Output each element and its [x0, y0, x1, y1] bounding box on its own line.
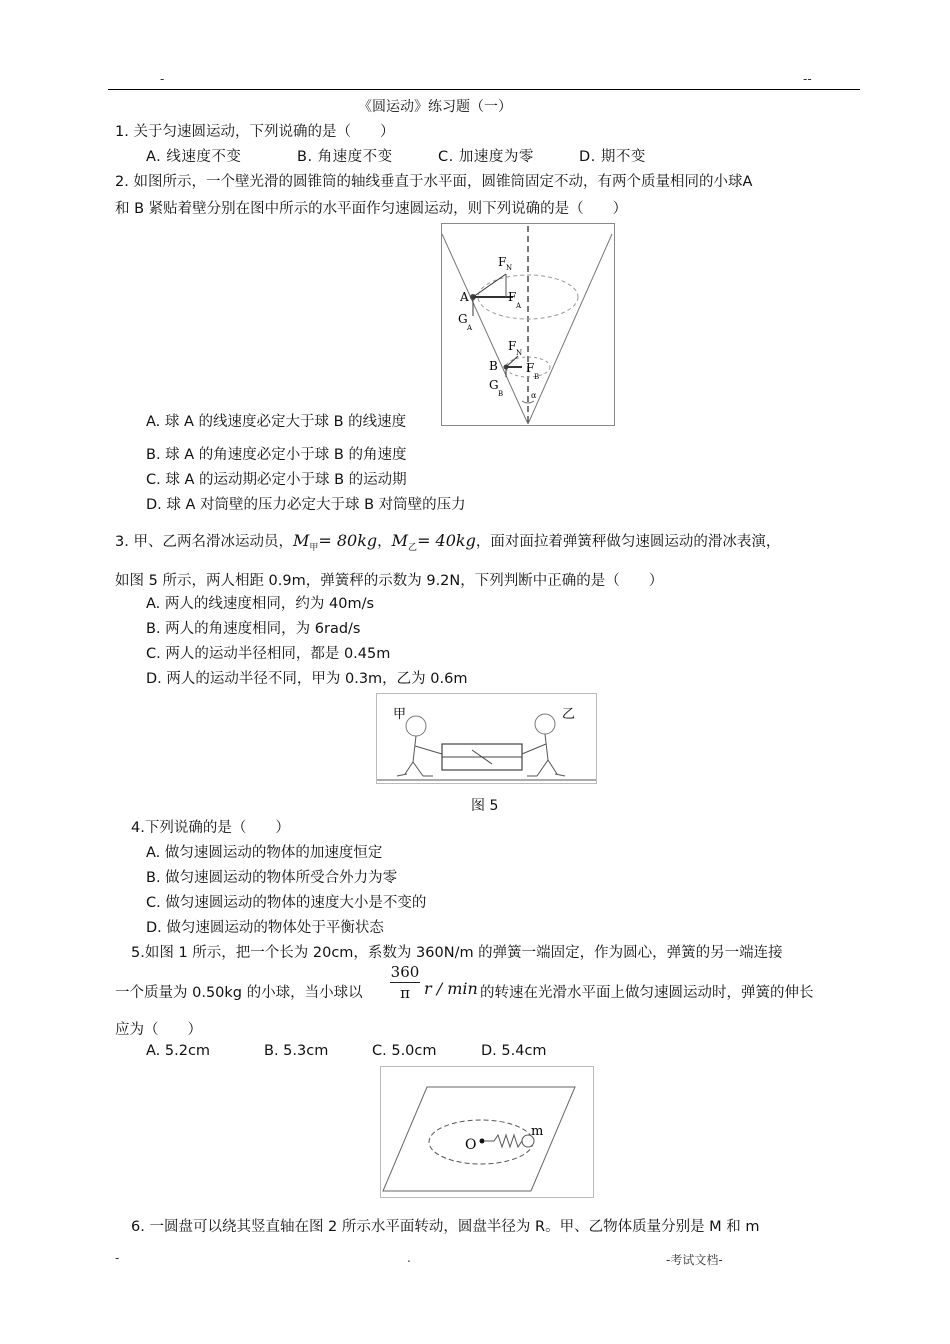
label-alpha: α — [531, 391, 537, 400]
q1-option-d: D. 期不变 — [579, 149, 646, 165]
label-f-b-sub: B — [534, 373, 540, 381]
label-fn-a: F — [498, 255, 507, 269]
q3-option-d: D. 两人的运动半径不同，甲为 0.3m，乙为 0.6m — [146, 671, 468, 687]
force-fn-b — [506, 356, 518, 367]
q5-spring-figure — [380, 1066, 594, 1198]
q5-option-c: C. 5.0cm — [372, 1043, 437, 1059]
spring — [484, 1135, 522, 1147]
q5-stem-line2-suffix: 的转速在光滑水平面上做匀速圆运动时，弹簧的伸长 — [480, 985, 814, 1001]
q5-option-d: D. 5.4cm — [481, 1043, 547, 1059]
q5-fraction-unit: r / min — [424, 979, 478, 998]
skater-jia-leg2 — [413, 762, 423, 776]
q1-option-a: A. 线速度不变 — [146, 149, 242, 165]
label-b: B — [489, 359, 498, 373]
label-jia: 甲 — [393, 707, 407, 722]
footer-center: . — [407, 1251, 411, 1265]
q1-stem: 1. 关于匀速圆运动，下列说确的是（ ） — [115, 124, 395, 140]
label-f-a-sub: A — [516, 302, 522, 310]
q2-stem-line1: 2. 如图所示，一个壁光滑的圆锥筒的轴线垂直于水平面，圆锥筒固定不动，有两个质量相同的小球A — [115, 174, 753, 190]
q3-skaters-figure — [376, 693, 597, 784]
q3-m1-value: = 80kg — [318, 531, 378, 550]
label-g-b-sub: B — [498, 390, 504, 398]
label-o: O — [465, 1137, 477, 1153]
q3-option-b: B. 两人的角速度相同，为 6rad/s — [146, 621, 361, 637]
q3-stem-line2: 如图 5 所示，两人相距 0.9m，弹簧秤的示数为 9.2N，下列判断中正确的是（ ） — [115, 573, 664, 589]
label-g-a: G — [458, 312, 468, 326]
q3-m2-sub: 乙 — [408, 542, 418, 553]
q4-option-a: A. 做匀速圆运动的物体的加速度恒定 — [146, 845, 383, 861]
force-fn-a — [473, 274, 506, 297]
skater-yi-body — [545, 734, 548, 760]
q3-option-a: A. 两人的线速度相同，约为 40m/s — [146, 596, 375, 612]
label-a: A — [460, 290, 469, 304]
label-yi: 乙 — [562, 707, 576, 722]
skater-yi-head — [535, 714, 555, 734]
q4-option-c: C. 做匀速圆运动的物体的速度大小是不变的 — [146, 895, 427, 911]
q5-fraction-bar — [390, 982, 420, 983]
skater-jia-body — [413, 736, 416, 762]
q3-m1-sub: 甲 — [309, 542, 319, 553]
footer-right: -考试文档- — [666, 1253, 723, 1267]
label-fn-b-sub: N — [516, 349, 523, 357]
q3-stem-suffix: ，面对面拉着弹簧秤做匀速圆运动的滑冰表演， — [475, 534, 781, 550]
q2-option-c: C. 球 A 的运动期必定小于球 B 的运动期 — [146, 472, 407, 488]
skaters-diagram — [377, 694, 596, 783]
q3-stem-line1 — [115, 530, 780, 553]
q3-stem-prefix: 3. 甲、乙两名滑冰运动员， — [115, 534, 293, 550]
horizontal-plane — [383, 1087, 575, 1191]
q4-stem: 4.下列说确的是（ ） — [131, 820, 290, 836]
q5-fraction-denominator: π — [400, 984, 410, 1002]
q5-stem-line3: 应为（ ） — [115, 1022, 202, 1038]
cone-right-wall — [528, 234, 612, 424]
q3-m2-value: = 40kg — [417, 531, 476, 550]
page-title: 《圆运动》练习题（一） — [358, 99, 512, 115]
cone-diagram — [442, 224, 614, 425]
header-right-mark: -- — [803, 72, 812, 86]
label-fn-a-sub: N — [506, 264, 513, 272]
q2-option-d: D. 球 A 对筒壁的压力必定大于球 B 对筒壁的压力 — [146, 497, 466, 513]
skater-yi-skate2 — [555, 774, 565, 776]
q1-option-b: B. 角速度不变 — [297, 149, 393, 165]
cone-left-wall — [442, 234, 528, 424]
q3-m2-symbol: M — [391, 531, 409, 550]
q6-stem-line1: 6. 一圆盘可以绕其竖直轴在图 2 所示水平面转动，圆盘半径为 R。甲、乙物体质量分别是 M 和 m — [131, 1219, 760, 1235]
q3-m1-symbol: M — [292, 531, 310, 550]
q4-option-d: D. 做匀速圆运动的物体处于平衡状态 — [146, 920, 384, 936]
q2-stem-line2: 和 B 紧贴着壁分别在图中所示的水平面作匀速圆运动，则下列说确的是（ ） — [115, 201, 628, 217]
skater-jia-skate2 — [397, 774, 407, 776]
spring-diagram — [381, 1067, 593, 1197]
skater-jia-arm — [415, 746, 442, 754]
label-g-b: G — [489, 378, 499, 392]
label-g-a-sub: A — [467, 324, 473, 332]
q3-option-c: C. 两人的运动半径相同，都是 0.45m — [146, 646, 391, 662]
skater-jia-leg1 — [405, 762, 413, 774]
q3-sep: ， — [377, 534, 392, 550]
figure-5-caption: 图 5 — [471, 798, 499, 814]
q4-option-b: B. 做匀速圆运动的物体所受合外力为零 — [146, 870, 398, 886]
q1-option-c: C. 加速度为零 — [438, 149, 534, 165]
skater-yi-leg1 — [548, 760, 557, 774]
label-m: m — [531, 1124, 544, 1139]
label-f-b: F — [526, 361, 535, 375]
skater-yi-leg2 — [537, 760, 548, 776]
center-o — [480, 1139, 485, 1144]
q2-option-b: B. 球 A 的角速度必定小于球 B 的角速度 — [146, 447, 407, 463]
header-left-mark: - — [160, 72, 165, 86]
header-rule — [108, 89, 860, 90]
q2-option-a: A. 球 A 的线速度必定大于球 B 的线速度 — [146, 414, 407, 430]
label-fn-b: F — [508, 339, 517, 353]
footer-left: - — [115, 1251, 120, 1265]
q5-option-a: A. 5.2cm — [146, 1043, 211, 1059]
q5-option-b: B. 5.3cm — [264, 1043, 329, 1059]
skater-jia-head — [406, 716, 426, 736]
q5-fraction — [388, 963, 422, 1002]
skater-yi-arm — [522, 744, 546, 754]
q2-cone-figure — [441, 223, 615, 426]
q5-stem-line1: 5.如图 1 所示，把一个长为 20cm，系数为 360N/m 的弹簧一端固定，作为圆心，弹簧的另一端连接 — [131, 945, 783, 961]
q5-fraction-numerator: 360 — [390, 963, 420, 981]
q5-stem-line2-prefix: 一个质量为 0.50kg 的小球，当小球以 — [115, 985, 363, 1001]
label-f-a: F — [508, 290, 517, 304]
